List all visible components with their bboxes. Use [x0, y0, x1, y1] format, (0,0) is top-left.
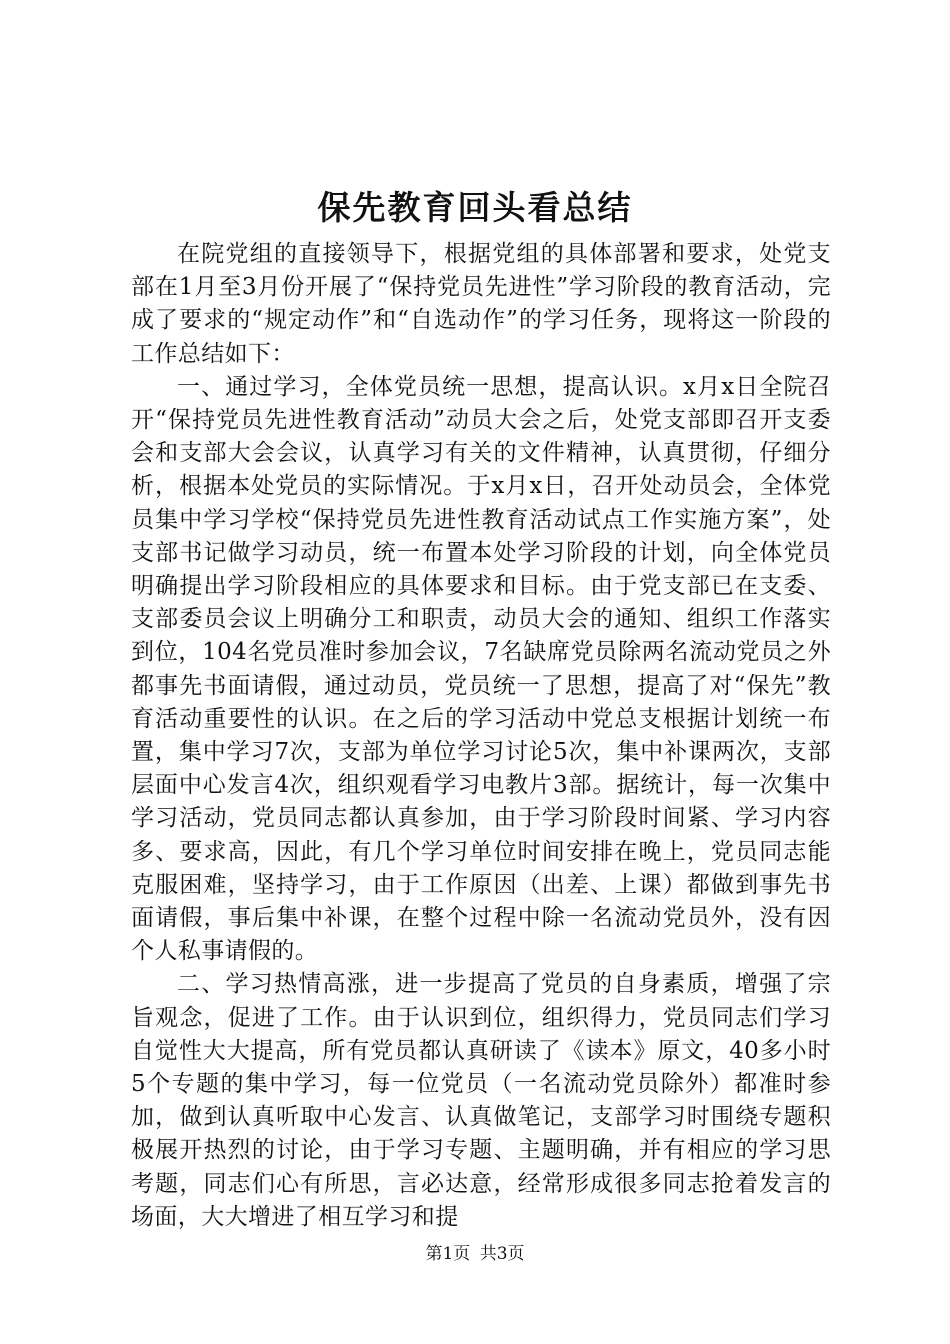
page-footer: [0, 1242, 950, 1266]
paragraph-section-two: 二、学习热情高涨，进一步提高了党员的自身素质，增强了宗旨观念，促进了工作。由于认识到位，组织得力，党员同志们学习自觉性大大提高，所有党员都认真研读了《读本》原文，40多小时5个专题的集中学习，每一位党员（一名流动党员除外）都准时参加，做到认真听取中心发言、认真做笔记，支部学习时围绕专题积极展开热烈的讨论，由于学习专题、主题明确，并有相应的学习思考题，同志们心有所思，言必达意，经常形成很多同志抢着发言的场面，大大增进了相互学习和提: [131, 971, 831, 1230]
paragraph-intro: 在院党组的直接领导下，根据党组的具体部署和要求，处党支部在1月至3月份开展了“保持党员先进性”学习阶段的教育活动，完成了要求的“规定动作”和“自选动作”的学习任务，现将这一阶段的工作总结如下：: [131, 241, 831, 367]
page-number: 第1页: [425, 1244, 471, 1264]
document-body: [131, 238, 831, 1234]
page-total: 共3页: [479, 1244, 525, 1264]
document-title: 保先教育回头看总结: [317, 188, 633, 227]
paragraph-section-one: 一、通过学习，全体党员统一思想，提高认识。x月x日全院召开“保持党员先进性教育活动”动员大会之后，处党支部即召开支委会和支部大会会议，认真学习有关的文件精神，认真贯彻，仔细分析，根据本处党员的实际情况。于x月x日，召开处动员会，全体党员集中学习学校“保持党员先进性教育活动试点工作实施方案”，处支部书记做学习动员，统一布置本处学习阶段的计划，向全体党员明确提出学习阶段相应的具体要求和目标。由于党支部已在支委、支部委员会议上明确分工和职责，动员大会的通知、组织工作落实到位，104名党员准时参加会议，7名缺席党员除两名流动党员之外都事先书面请假，通过动员，党员统一了思想，提高了对“保先”教育活动重要性的认识。在之后的学习活动中党总支根据计划统一布置，集中学习7次，支部为单位学习讨论5次，集中补课两次，支部层面中心发言4次，组织观看学习电教片3部。据统计，每一次集中学习活动，党员同志都认真参加，由于学习阶段时间紧、学习内容多、要求高，因此，有几个学习单位时间安排在晚上，党员同志能克服困难，坚持学习，由于工作原因（出差、上课）都做到事先书面请假，事后集中补课，在整个过程中除一名流动党员外，没有因个人私事请假的。: [131, 373, 831, 965]
